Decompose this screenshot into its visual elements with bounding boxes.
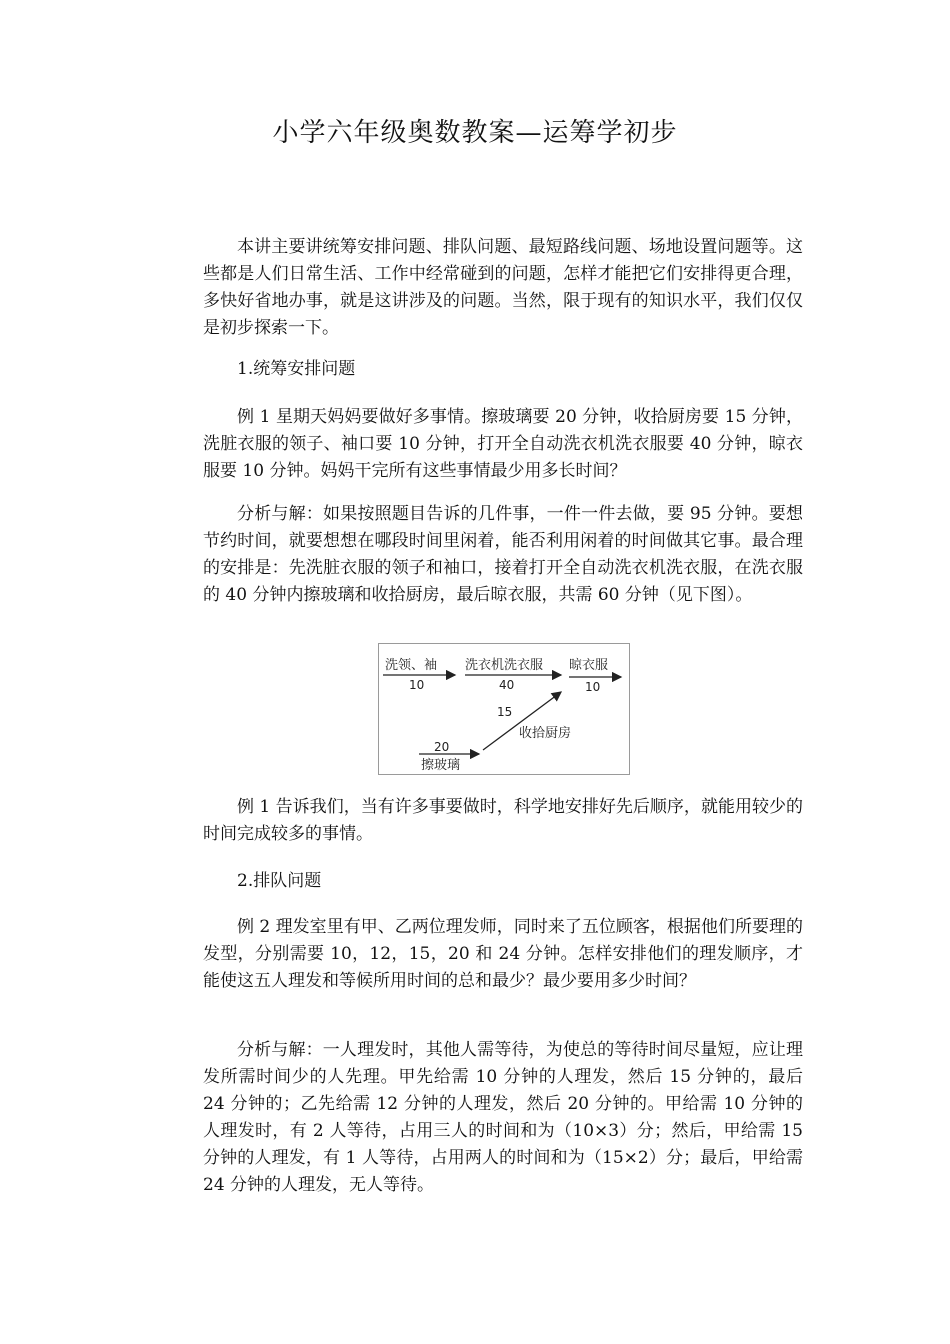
intro-paragraph: 本讲主要讲统筹安排问题、排队问题、最短路线问题、场地设置问题等。这些都是人们日常生活、工作中经常碰到的问题，怎样才能把它们安排得更合理，多快好省地办事，就是这讲涉及的问题。当然，限于现有的知识水平，我们仅仅是初步探索一下。 xyxy=(203,237,803,338)
task4-time: 20 xyxy=(434,740,450,754)
schedule-diagram xyxy=(378,643,630,775)
schedule-diagram-svg xyxy=(379,644,629,774)
task5-arrow xyxy=(483,692,561,750)
task3-label: 晾衣服 xyxy=(569,658,609,673)
task5-time: 15 xyxy=(497,705,513,719)
analysis1-paragraph: 分析与解：如果按照题目告诉的几件事，一件一件去做，要 95 分钟。要想节约时间，就要想想在哪段时间里闲着，能否利用闲着的时间做其它事。最合理的安排是：先洗脏衣服的领子和袖口，接着打开全自动洗衣机洗衣服，在洗衣服的 40 分钟内擦玻璃和收拾厨房，最后晾衣服，共需 60 分钟（见下图）。 xyxy=(203,504,803,605)
example2-paragraph: 例 2 理发室里有甲、乙两位理发师，同时来了五位顾客，根据他们所要理的发型，分别需要 10，12，15，20 和 24 分钟。怎样安排他们的理发顺序，才能使这五人理发和等候所用时间的总和最少？最少要用多少时间？ xyxy=(203,917,803,991)
task1-label: 洗领、袖 xyxy=(385,658,438,673)
task3-time: 10 xyxy=(585,680,601,694)
conclusion1-paragraph: 例 1 告诉我们，当有许多事要做时，科学地安排好先后顺序，就能用较少的时间完成较多的事情。 xyxy=(203,797,803,844)
task4-label: 擦玻璃 xyxy=(421,758,461,773)
example1-paragraph: 例 1 星期天妈妈要做好多事情。擦玻璃要 20 分钟，收拾厨房要 15 分钟，洗脏衣服的领子、袖口要 10 分钟，打开全自动洗衣机洗衣服要 40 分钟，晾衣服要 10 分钟。妈妈干完所有这些事情最少用多长时间？ xyxy=(203,407,803,481)
section1-heading: 1.统筹安排问题 xyxy=(237,359,356,379)
task5-label: 收拾厨房 xyxy=(519,726,572,741)
section2-heading: 2.排队问题 xyxy=(237,871,322,891)
task1-time: 10 xyxy=(409,678,425,692)
document-title: 小学六年级奥数教案—运筹学初步 xyxy=(272,118,678,148)
analysis2-paragraph: 分析与解：一人理发时，其他人需等待，为使总的等待时间尽量短，应让理发所需时间少的人先理。甲先给需 10 分钟的人理发，然后 15 分钟的，最后 24 分钟的；乙先给需 12 分钟的人理发，然后 20 分钟的。甲给需 10 分钟的人理发时，有 2 人等待，占用三人的时间和为（10×3）分；然后，甲给需 15 分钟的人理发，有 1 人等待，占用两人的时间和为（15×2）分；最后，甲给需 24 分钟的人理发，无人等待。 xyxy=(203,1040,803,1195)
task2-time: 40 xyxy=(499,678,515,692)
task2-label: 洗衣机洗衣服 xyxy=(465,658,544,673)
